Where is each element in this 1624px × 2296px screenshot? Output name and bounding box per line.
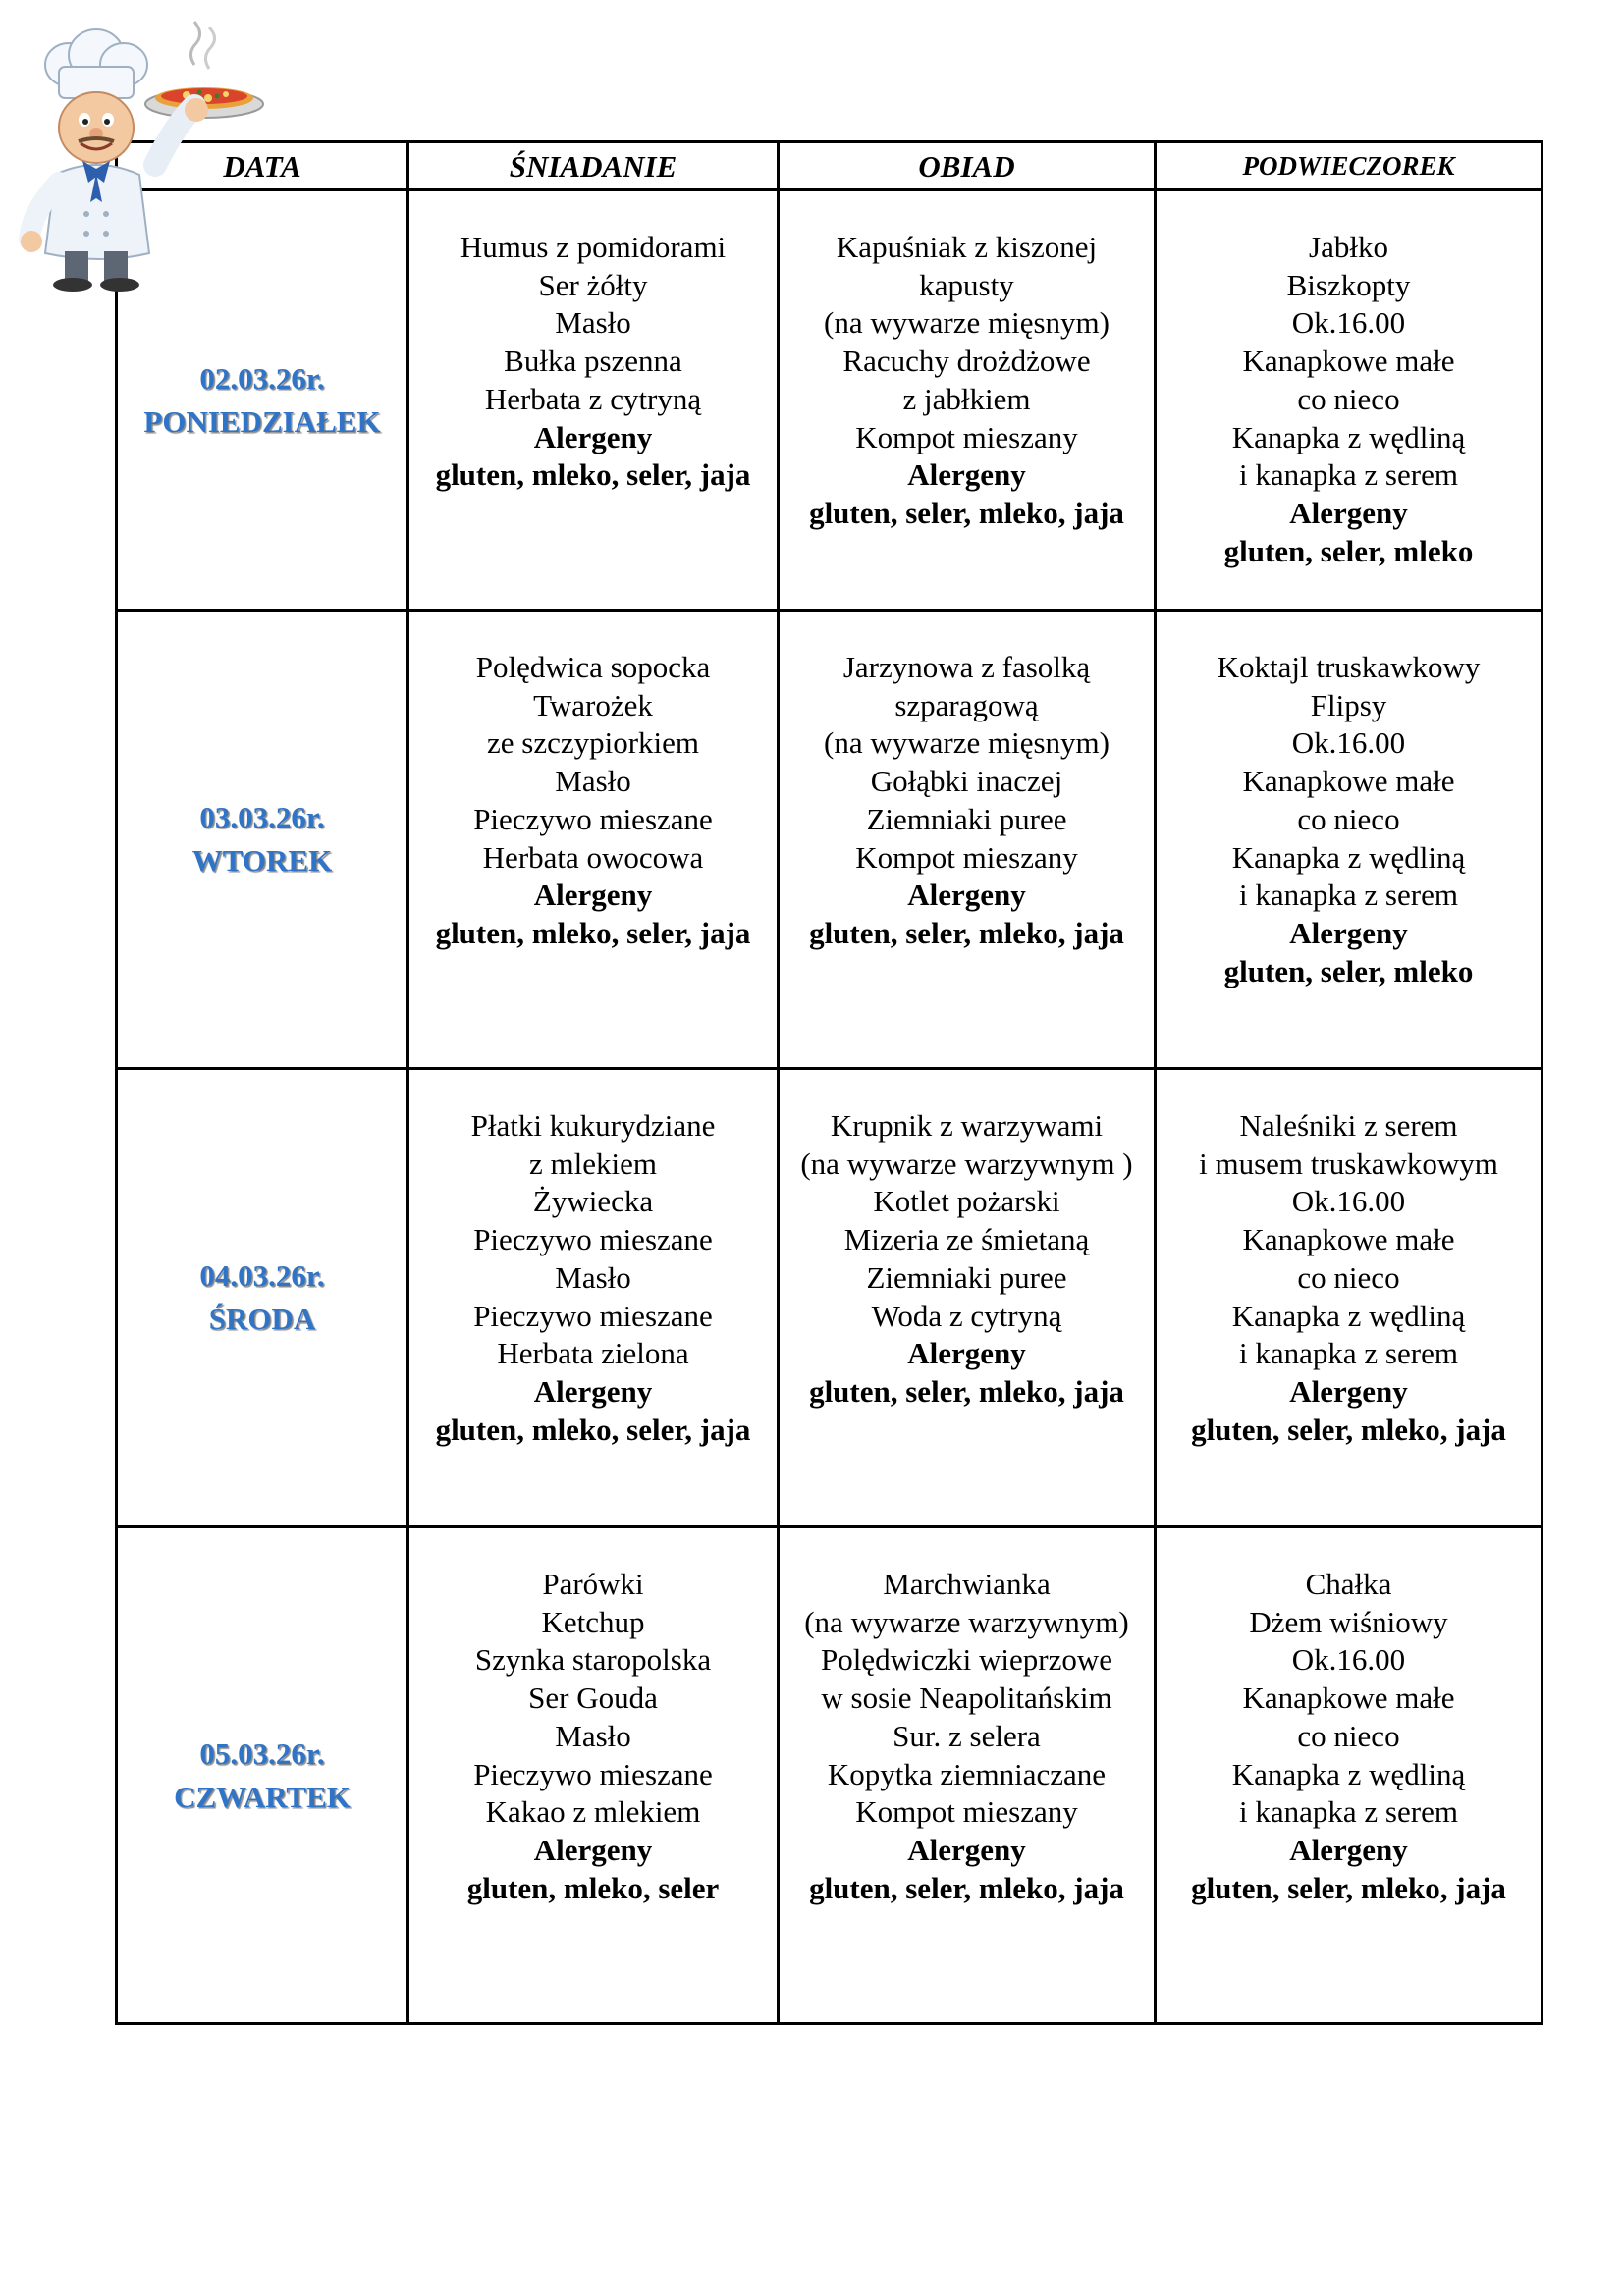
obiad-cell (779, 1527, 1156, 2024)
sniadanie-item: Bułka pszenna (504, 344, 682, 379)
day-weekday: ŚRODA (208, 1302, 316, 1336)
podwieczorek-item: i musem truskawkowym (1199, 1146, 1498, 1181)
podwieczorek-allergens: gluten, seler, mleko (1223, 533, 1474, 568)
day-weekday: CZWARTEK (174, 1779, 351, 1814)
podwieczorek-item: Kanapka z wędliną (1231, 419, 1466, 454)
header-data: DATA (117, 142, 408, 190)
obiad-allergen-label: Alergeny (907, 878, 1026, 913)
podwieczorek-item: Kanapkowe małe (1242, 764, 1455, 799)
obiad-item: Racuchy drożdżowe (842, 344, 1091, 379)
day-date-cell (117, 611, 408, 1069)
day-date: 04.03.26r. (199, 1258, 325, 1293)
obiad-allergens: gluten, seler, mleko, jaja (809, 1870, 1124, 1905)
sniadanie-cell (408, 1527, 779, 2024)
sniadanie-item: Pieczywo mieszane (473, 801, 713, 836)
podwieczorek-item: Ok.16.00 (1291, 725, 1406, 761)
podwieczorek-item: co nieco (1297, 1259, 1400, 1295)
obiad-item: w sosie Neapolitańskim (821, 1681, 1112, 1716)
sniadanie-allergen-label: Alergeny (533, 878, 653, 913)
obiad-item: Woda z cytryną (871, 1298, 1062, 1333)
day-row (117, 611, 1543, 1069)
menu-body (117, 190, 1543, 2024)
podwieczorek-item: i kanapka z serem (1239, 457, 1458, 493)
sniadanie-item: Humus z pomidorami (460, 230, 727, 264)
podwieczorek-allergen-label: Alergeny (1289, 495, 1408, 530)
podwieczorek-item: Kanapkowe małe (1242, 344, 1455, 379)
podwieczorek-item: i kanapka z serem (1239, 1794, 1458, 1830)
podwieczorek-allergens: gluten, seler, mleko (1223, 953, 1474, 988)
sniadanie-item: Masło (555, 764, 631, 799)
podwieczorek-allergens: gluten, seler, mleko, jaja (1191, 1870, 1506, 1905)
sniadanie-item: Płatki kukurydziane (470, 1108, 716, 1143)
obiad-item: Jarzynowa z fasolką (842, 650, 1091, 684)
chef-illustration (8, 18, 265, 293)
obiad-item: kapusty (919, 267, 1014, 302)
podwieczorek-item: Koktajl truskawkowy (1217, 650, 1481, 684)
obiad-allergens: gluten, seler, mleko, jaja (809, 915, 1124, 950)
header-row (117, 142, 1543, 190)
obiad-item: (na wywarze warzywnym) (804, 1604, 1129, 1639)
obiad-cell (779, 190, 1156, 611)
podwieczorek-item: co nieco (1297, 1718, 1400, 1753)
obiad-item: (na wywarze mięsnym) (824, 305, 1110, 341)
podwieczorek-cell (1156, 1527, 1543, 2024)
sniadanie-allergens: gluten, mleko, seler, jaja (435, 1412, 751, 1447)
sniadanie-item: Herbata zielona (497, 1336, 689, 1371)
sniadanie-item: Pieczywo mieszane (473, 1298, 713, 1333)
podwieczorek-item: Ok.16.00 (1291, 1642, 1406, 1678)
podwieczorek-item: Chałka (1305, 1567, 1392, 1601)
podwieczorek-allergen-label: Alergeny (1289, 915, 1408, 950)
day-date-cell (117, 1069, 408, 1527)
obiad-item: Krupnik z warzywami (830, 1108, 1104, 1143)
sniadanie-item: Herbata owocowa (482, 839, 704, 875)
sniadanie-cell (408, 611, 779, 1069)
sniadanie-item: ze szczypiorkiem (486, 725, 700, 761)
obiad-cell (779, 611, 1156, 1069)
sniadanie-item: Ser Gouda (528, 1681, 658, 1716)
day-date: 03.03.26r. (199, 800, 325, 834)
header-obiad: OBIAD (779, 142, 1156, 190)
obiad-item: Kapuśniak z kiszonej (836, 230, 1098, 264)
podwieczorek-item: Kanapkowe małe (1242, 1681, 1455, 1716)
sniadanie-allergen-label: Alergeny (533, 1832, 653, 1867)
header-podwieczorek: PODWIECZOREK (1156, 142, 1543, 190)
obiad-item: z jabłkiem (902, 381, 1031, 416)
obiad-item: Gołąbki inaczej (870, 764, 1063, 799)
sniadanie-item: Polędwica sopocka (475, 650, 711, 684)
podwieczorek-cell (1156, 611, 1543, 1069)
podwieczorek-item: Biszkopty (1286, 267, 1411, 302)
obiad-item: Kompot mieszany (855, 1794, 1078, 1830)
day-date: 02.03.26r. (199, 360, 325, 396)
sniadanie-item: Masło (555, 1259, 631, 1295)
podwieczorek-item: Ok.16.00 (1291, 305, 1406, 341)
sniadanie-allergens: gluten, mleko, seler (466, 1870, 720, 1905)
obiad-item: (na wywarze mięsnym) (824, 725, 1110, 761)
podwieczorek-allergens: gluten, seler, mleko, jaja (1191, 1412, 1506, 1447)
obiad-item: Polędwiczki wieprzowe (821, 1642, 1112, 1678)
header-sniadanie: ŚNIADANIE (408, 142, 779, 190)
obiad-cell (779, 1069, 1156, 1527)
day-row (117, 190, 1543, 611)
podwieczorek-item: Flipsy (1310, 687, 1387, 722)
obiad-item: Marchwianka (883, 1567, 1051, 1601)
sniadanie-item: Herbata z cytryną (484, 381, 702, 416)
obiad-allergens: gluten, seler, mleko, jaja (809, 495, 1124, 530)
podwieczorek-item: Kanapka z wędliną (1231, 839, 1466, 875)
obiad-allergens: gluten, seler, mleko, jaja (809, 1373, 1124, 1409)
day-date: 05.03.26r. (199, 1735, 325, 1771)
obiad-allergen-label: Alergeny (907, 1336, 1026, 1371)
podwieczorek-item: i kanapka z serem (1239, 878, 1458, 913)
sniadanie-item: Pieczywo mieszane (473, 1756, 713, 1791)
podwieczorek-allergen-label: Alergeny (1289, 1373, 1408, 1409)
sniadanie-item: Ser żółty (538, 267, 648, 302)
sniadanie-allergen-label: Alergeny (533, 419, 653, 454)
obiad-item: Kompot mieszany (855, 419, 1078, 454)
podwieczorek-allergen-label: Alergeny (1289, 1832, 1408, 1867)
podwieczorek-item: i kanapka z serem (1239, 1336, 1458, 1371)
day-date-cell (117, 1527, 408, 2024)
podwieczorek-item: co nieco (1297, 381, 1400, 416)
podwieczorek-cell (1156, 1069, 1543, 1527)
obiad-item: (na wywarze warzywnym ) (800, 1146, 1133, 1181)
sniadanie-item: Żywiecka (532, 1184, 654, 1219)
day-row (117, 1069, 1543, 1527)
sniadanie-item: Masło (555, 305, 631, 341)
podwieczorek-item: Kanapka z wędliną (1231, 1298, 1466, 1333)
day-weekday: WTOREK (191, 843, 333, 878)
sniadanie-item: Twarożek (533, 687, 653, 722)
obiad-item: Ziemniaki puree (866, 1259, 1067, 1295)
sniadanie-cell (408, 1069, 779, 1527)
day-weekday: PONIEDZIAŁEK (143, 403, 381, 439)
podwieczorek-item: Kanapka z wędliną (1231, 1756, 1466, 1791)
podwieczorek-cell (1156, 190, 1543, 611)
sniadanie-cell (408, 190, 779, 611)
sniadanie-item: Pieczywo mieszane (473, 1222, 713, 1257)
day-row (117, 1527, 1543, 2024)
sniadanie-item: Parówki (542, 1567, 644, 1601)
sniadanie-item: Kakao z mlekiem (485, 1794, 701, 1830)
podwieczorek-item: Jabłko (1309, 230, 1388, 264)
obiad-allergen-label: Alergeny (907, 457, 1026, 493)
sniadanie-allergens: gluten, mleko, seler, jaja (435, 457, 751, 493)
obiad-item: szparagową (894, 687, 1039, 722)
obiad-item: Mizeria ze śmietaną (843, 1222, 1090, 1257)
sniadanie-item: Masło (555, 1718, 631, 1753)
podwieczorek-item: Kanapkowe małe (1242, 1222, 1455, 1257)
sniadanie-allergen-label: Alergeny (533, 1373, 653, 1409)
obiad-item: Sur. z selera (893, 1718, 1041, 1753)
obiad-allergen-label: Alergeny (907, 1832, 1026, 1867)
podwieczorek-item: Naleśniki z serem (1239, 1108, 1458, 1143)
weekly-menu-table (115, 140, 1543, 2025)
podwieczorek-item: co nieco (1297, 801, 1400, 836)
obiad-item: Kopytka ziemniaczane (827, 1756, 1107, 1791)
obiad-item: Ziemniaki puree (866, 801, 1067, 836)
obiad-item: Kotlet pożarski (873, 1184, 1060, 1219)
sniadanie-allergens: gluten, mleko, seler, jaja (435, 915, 751, 950)
sniadanie-item: Ketchup (541, 1604, 645, 1639)
obiad-item: Kompot mieszany (855, 839, 1078, 875)
podwieczorek-item: Ok.16.00 (1291, 1184, 1406, 1219)
sniadanie-item: z mlekiem (529, 1146, 657, 1181)
sniadanie-item: Szynka staropolska (474, 1642, 712, 1678)
podwieczorek-item: Dżem wiśniowy (1249, 1604, 1448, 1639)
